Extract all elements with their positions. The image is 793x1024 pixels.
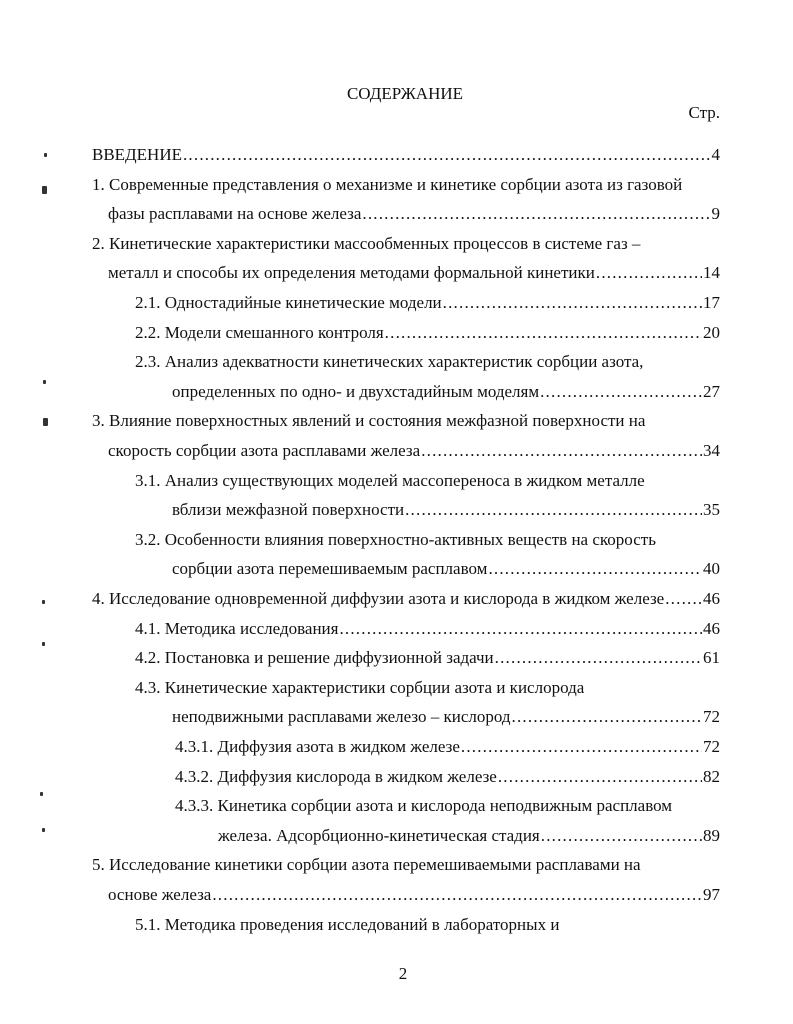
toc-line — [108, 880, 720, 910]
toc-page-number: 61 — [703, 648, 720, 668]
toc-line — [175, 791, 720, 821]
toc-entry-text: железа. Адсорбционно-кинетическая стадия — [218, 825, 540, 845]
toc-entry-text: 3. Влияние поверхностных явлений и состояния межфазной поверхности на — [92, 411, 646, 431]
toc-entry-text: 4.3.3. Кинетика сорбции азота и кислорода неподвижным расплавом — [175, 796, 673, 816]
dot-leader — [405, 495, 702, 525]
toc-line — [135, 466, 720, 496]
dot-leader — [385, 318, 702, 348]
toc-entry-text: 1. Современные представления о механизме и кинетике сорбции азота из газовой — [92, 174, 683, 194]
toc-line — [92, 170, 720, 200]
scan-speck — [43, 380, 46, 384]
toc-page-number: 82 — [703, 766, 720, 786]
dot-leader — [498, 762, 702, 792]
toc-page-number: 40 — [703, 559, 720, 579]
toc-page-number: 9 — [711, 204, 720, 224]
toc-entry-text: 4. Исследование одновременной диффузии азота и кислорода в жидком железе — [92, 589, 665, 608]
toc-entry-text: фазы расплавами на основе железа — [108, 204, 362, 224]
toc-line — [92, 406, 720, 436]
scan-speck — [42, 600, 45, 604]
toc-page-number: 97 — [703, 885, 720, 904]
toc-entry-text: 3.1. Анализ существующих моделей массопереноса в жидком металле — [135, 470, 645, 490]
dot-leader — [488, 554, 702, 584]
toc-entry-text: вблизи межфазной поверхности — [172, 500, 405, 520]
page-title: СОДЕРЖАНИЕ — [346, 84, 464, 103]
toc-page-number: 27 — [703, 381, 720, 401]
page-column-label: Стр. — [688, 103, 720, 122]
page-number: 2 — [398, 964, 408, 983]
dot-leader — [362, 199, 710, 229]
dot-leader — [461, 732, 702, 762]
toc-line — [175, 762, 720, 792]
scan-speck — [42, 186, 47, 194]
toc-line — [92, 140, 720, 170]
dot-leader — [541, 821, 702, 851]
toc-entry-text: основе железа — [108, 885, 212, 904]
scan-speck — [40, 792, 43, 796]
toc-line — [92, 850, 720, 880]
toc-entry-text: 4.3.2. Диффузия кислорода в жидком железе — [175, 766, 497, 786]
toc-line — [135, 910, 720, 940]
toc-line — [218, 821, 720, 851]
toc-entry-text: определенных по одно- и двухстадийным моделям — [172, 381, 540, 401]
toc-entry-text: 2.3. Анализ адекватности кинетических характеристик сорбции азота, — [135, 352, 644, 372]
toc-entry-text: 5.1. Методика проведения исследований в лабораторных и — [135, 914, 560, 934]
dot-leader — [665, 584, 702, 614]
toc-entry-text: 4.1. Методика исследования — [135, 618, 339, 638]
toc-line — [172, 495, 720, 525]
dot-leader — [421, 436, 702, 466]
toc-line — [135, 318, 720, 348]
dot-leader — [443, 288, 702, 318]
toc-line — [172, 554, 720, 584]
toc-line — [172, 702, 720, 732]
toc-entry-text: 3.2. Особенности влияния поверхностно-активных веществ на скорость — [135, 529, 656, 549]
toc-line — [135, 643, 720, 673]
toc-line — [172, 377, 720, 407]
toc-page-number: 34 — [703, 441, 720, 460]
dot-leader — [495, 643, 702, 673]
toc-entry-text: 4.3.1. Диффузия азота в жидком железе — [175, 737, 460, 756]
toc-entry-text: металл и способы их определения методами формальной кинетики — [108, 263, 595, 283]
toc-page-number: 20 — [703, 322, 720, 342]
toc-line — [175, 732, 720, 762]
dot-leader — [212, 880, 702, 910]
dot-leader — [596, 258, 702, 288]
toc-page-number: 72 — [703, 737, 720, 756]
toc-entry-text: 5. Исследование кинетики сорбции азота перемешиваемыми расплавами на — [92, 855, 641, 875]
toc-page-number: 46 — [703, 589, 720, 608]
scan-speck — [43, 418, 48, 426]
toc-page-number: 17 — [703, 293, 720, 312]
toc-page-number: 35 — [703, 500, 720, 520]
toc-line — [108, 436, 720, 466]
dot-leader — [540, 377, 702, 407]
dot-leader — [512, 702, 702, 732]
toc-page-number: 46 — [703, 618, 720, 638]
toc-entry-text: 4.2. Постановка и решение диффузионной задачи — [135, 648, 494, 668]
scan-speck — [44, 153, 47, 157]
toc-line — [135, 614, 720, 644]
toc-entry-text: скорость сорбции азота расплавами железа — [108, 441, 421, 460]
toc-page-number: 72 — [703, 707, 720, 727]
toc-line — [135, 525, 720, 555]
toc-entry-text: 4.3. Кинетические характеристики сорбции азота и кислорода — [135, 677, 585, 697]
toc-line — [108, 258, 720, 288]
toc-entry-text: ВВЕДЕНИЕ — [92, 145, 182, 164]
toc-entry-text: 2.1. Одностадийные кинетические модели — [135, 293, 442, 312]
dot-leader — [339, 614, 702, 644]
toc-entry-text: сорбции азота перемешиваемым расплавом — [172, 559, 488, 579]
toc-entry-text: неподвижными расплавами железо – кислород — [172, 707, 511, 727]
toc-line — [92, 229, 720, 259]
toc-entry-text: 2. Кинетические характеристики массообменных процессов в системе газ – — [92, 233, 641, 253]
toc-line — [108, 199, 720, 229]
toc-line — [135, 288, 720, 318]
toc-line — [135, 673, 720, 703]
scan-speck — [42, 828, 45, 832]
dot-leader — [183, 140, 711, 170]
toc-line — [135, 347, 720, 377]
toc-entry-text: 2.2. Модели смешанного контроля — [135, 322, 384, 342]
toc-page-number: 89 — [703, 825, 720, 845]
toc-page-number: 14 — [703, 263, 720, 283]
toc-line — [92, 584, 720, 614]
toc-page-number: 4 — [711, 145, 720, 164]
scan-speck — [42, 642, 45, 646]
